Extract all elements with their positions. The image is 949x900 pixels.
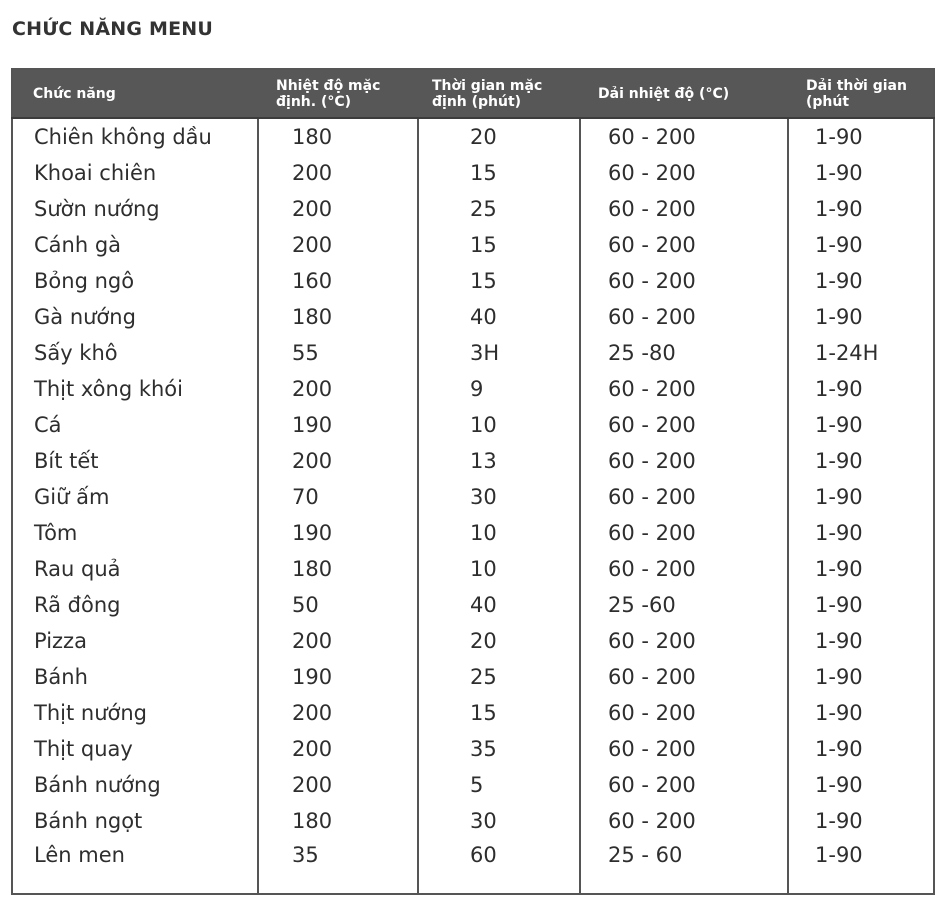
cell-default-time: 3H (418, 335, 580, 371)
cell-time-range: 1-90 (788, 191, 934, 227)
cell-function-name: Bỏng ngô (34, 269, 135, 293)
cell-function-name: Bánh nướng (34, 773, 161, 797)
cell-time-range: 1-90 (788, 118, 934, 155)
cell-time-range: 1-90 (788, 515, 934, 551)
cell-default-temp: 200 (258, 767, 418, 803)
menu-function-table (11, 68, 935, 895)
cell-time-range: 1-90 (788, 407, 934, 443)
cell-default-time: 15 (418, 155, 580, 191)
cell-default-temp: 35 (258, 839, 418, 894)
cell-function-name: Bánh ngọt (34, 809, 143, 833)
cell-time-range: 1-90 (788, 587, 934, 623)
header-default-time: Thời gian mặc định (phút) (418, 69, 580, 118)
cell-function-name: Giữ ấm (34, 485, 110, 509)
cell-time-range: 1-90 (788, 839, 934, 894)
cell-function-name: Tôm (34, 521, 78, 545)
cell-temp-range: 60 - 200 (580, 263, 788, 299)
cell-function-name: Chiên không dầu (34, 125, 212, 149)
cell-function-name: Bít tết (34, 449, 99, 473)
cell-temp-range: 60 - 200 (580, 407, 788, 443)
cell-time-range: 1-90 (788, 659, 934, 695)
cell-default-temp: 50 (258, 587, 418, 623)
cell-time-range: 1-90 (788, 263, 934, 299)
cell-default-time: 30 (418, 479, 580, 515)
table-row (12, 767, 934, 803)
cell-temp-range: 60 - 200 (580, 227, 788, 263)
cell-time-range: 1-90 (788, 299, 934, 335)
cell-default-time: 30 (418, 803, 580, 839)
cell-time-range: 1-90 (788, 551, 934, 587)
table-row (12, 407, 934, 443)
cell-function-name: Pizza (34, 629, 87, 653)
cell-default-time: 60 (418, 839, 580, 894)
cell-function-name: Cá (34, 413, 62, 437)
cell-temp-range: 60 - 200 (580, 299, 788, 335)
cell-function-name: Thịt nướng (34, 701, 147, 725)
cell-default-time: 25 (418, 191, 580, 227)
cell-default-temp: 200 (258, 443, 418, 479)
page-title: CHỨC NĂNG MENU (12, 18, 214, 40)
cell-time-range: 1-90 (788, 731, 934, 767)
cell-function-name: Khoai chiên (34, 161, 157, 185)
cell-function-name: Thịt quay (34, 737, 133, 761)
table-row (12, 227, 934, 263)
table-row (12, 118, 934, 155)
table-body (12, 118, 934, 894)
cell-default-temp: 190 (258, 659, 418, 695)
header-function: Chức năng (12, 69, 258, 118)
cell-default-temp: 200 (258, 623, 418, 659)
cell-temp-range: 60 - 200 (580, 731, 788, 767)
header-temp-range: Dải nhiệt độ (°C) (580, 69, 788, 118)
table-row (12, 659, 934, 695)
cell-default-temp: 200 (258, 227, 418, 263)
cell-default-time: 5 (418, 767, 580, 803)
cell-temp-range: 25 -60 (580, 587, 788, 623)
cell-default-time: 15 (418, 695, 580, 731)
cell-function-name: Bánh (34, 665, 88, 689)
cell-function-name: Lên men (34, 843, 125, 867)
cell-time-range: 1-90 (788, 803, 934, 839)
cell-default-time: 9 (418, 371, 580, 407)
cell-default-time: 35 (418, 731, 580, 767)
cell-default-temp: 200 (258, 371, 418, 407)
table-row (12, 155, 934, 191)
cell-default-temp: 200 (258, 695, 418, 731)
table-row (12, 623, 934, 659)
cell-default-temp: 200 (258, 731, 418, 767)
table-row (12, 443, 934, 479)
cell-default-temp: 190 (258, 407, 418, 443)
cell-temp-range: 60 - 200 (580, 659, 788, 695)
table-row (12, 551, 934, 587)
cell-default-temp: 180 (258, 551, 418, 587)
cell-function-name: Rã đông (34, 593, 121, 617)
table-row (12, 263, 934, 299)
table-row (12, 371, 934, 407)
cell-default-temp: 70 (258, 479, 418, 515)
cell-temp-range: 60 - 200 (580, 551, 788, 587)
cell-temp-range: 60 - 200 (580, 767, 788, 803)
cell-default-temp: 190 (258, 515, 418, 551)
cell-default-time: 40 (418, 587, 580, 623)
cell-default-time: 15 (418, 263, 580, 299)
cell-default-time: 40 (418, 299, 580, 335)
table-row (12, 731, 934, 767)
cell-default-time: 15 (418, 227, 580, 263)
cell-default-temp: 180 (258, 118, 418, 155)
cell-time-range: 1-90 (788, 479, 934, 515)
cell-default-time: 25 (418, 659, 580, 695)
cell-function-name: Cánh gà (34, 233, 122, 257)
cell-function-name: Sườn nướng (34, 197, 160, 221)
cell-temp-range: 60 - 200 (580, 443, 788, 479)
cell-temp-range: 60 - 200 (580, 695, 788, 731)
cell-time-range: 1-90 (788, 443, 934, 479)
cell-temp-range: 60 - 200 (580, 623, 788, 659)
cell-time-range: 1-90 (788, 767, 934, 803)
cell-function-name: Gà nướng (34, 305, 136, 329)
cell-time-range: 1-90 (788, 155, 934, 191)
cell-default-temp: 200 (258, 155, 418, 191)
cell-default-temp: 180 (258, 299, 418, 335)
table-row (12, 479, 934, 515)
cell-function-name: Sấy khô (34, 341, 118, 365)
table-row (12, 839, 934, 894)
cell-temp-range: 60 - 200 (580, 803, 788, 839)
cell-temp-range: 60 - 200 (580, 479, 788, 515)
header-row (12, 69, 934, 118)
header-default-temp: Nhiệt độ mặc định. (°C) (258, 69, 418, 118)
cell-temp-range: 60 - 200 (580, 155, 788, 191)
table-row (12, 587, 934, 623)
table-row (12, 515, 934, 551)
cell-time-range: 1-90 (788, 371, 934, 407)
cell-default-time: 10 (418, 407, 580, 443)
table-row (12, 803, 934, 839)
cell-default-time: 10 (418, 551, 580, 587)
cell-default-temp: 200 (258, 191, 418, 227)
cell-time-range: 1-90 (788, 623, 934, 659)
cell-default-time: 20 (418, 623, 580, 659)
cell-temp-range: 60 - 200 (580, 371, 788, 407)
table-row (12, 335, 934, 371)
cell-default-temp: 180 (258, 803, 418, 839)
cell-default-temp: 55 (258, 335, 418, 371)
table-row (12, 695, 934, 731)
cell-temp-range: 25 - 60 (580, 839, 788, 894)
cell-temp-range: 60 - 200 (580, 515, 788, 551)
cell-time-range: 1-24H (788, 335, 934, 371)
cell-default-time: 13 (418, 443, 580, 479)
cell-function-name: Thịt xông khói (34, 377, 183, 401)
cell-temp-range: 60 - 200 (580, 118, 788, 155)
cell-temp-range: 60 - 200 (580, 191, 788, 227)
cell-time-range: 1-90 (788, 227, 934, 263)
cell-default-time: 10 (418, 515, 580, 551)
table-header (12, 69, 934, 118)
table-row (12, 191, 934, 227)
header-time-range: Dải thời gian (phút (788, 69, 934, 118)
cell-time-range: 1-90 (788, 695, 934, 731)
cell-default-temp: 160 (258, 263, 418, 299)
cell-default-time: 20 (418, 118, 580, 155)
cell-temp-range: 25 -80 (580, 335, 788, 371)
cell-function-name: Rau quả (34, 557, 121, 581)
table-row (12, 299, 934, 335)
